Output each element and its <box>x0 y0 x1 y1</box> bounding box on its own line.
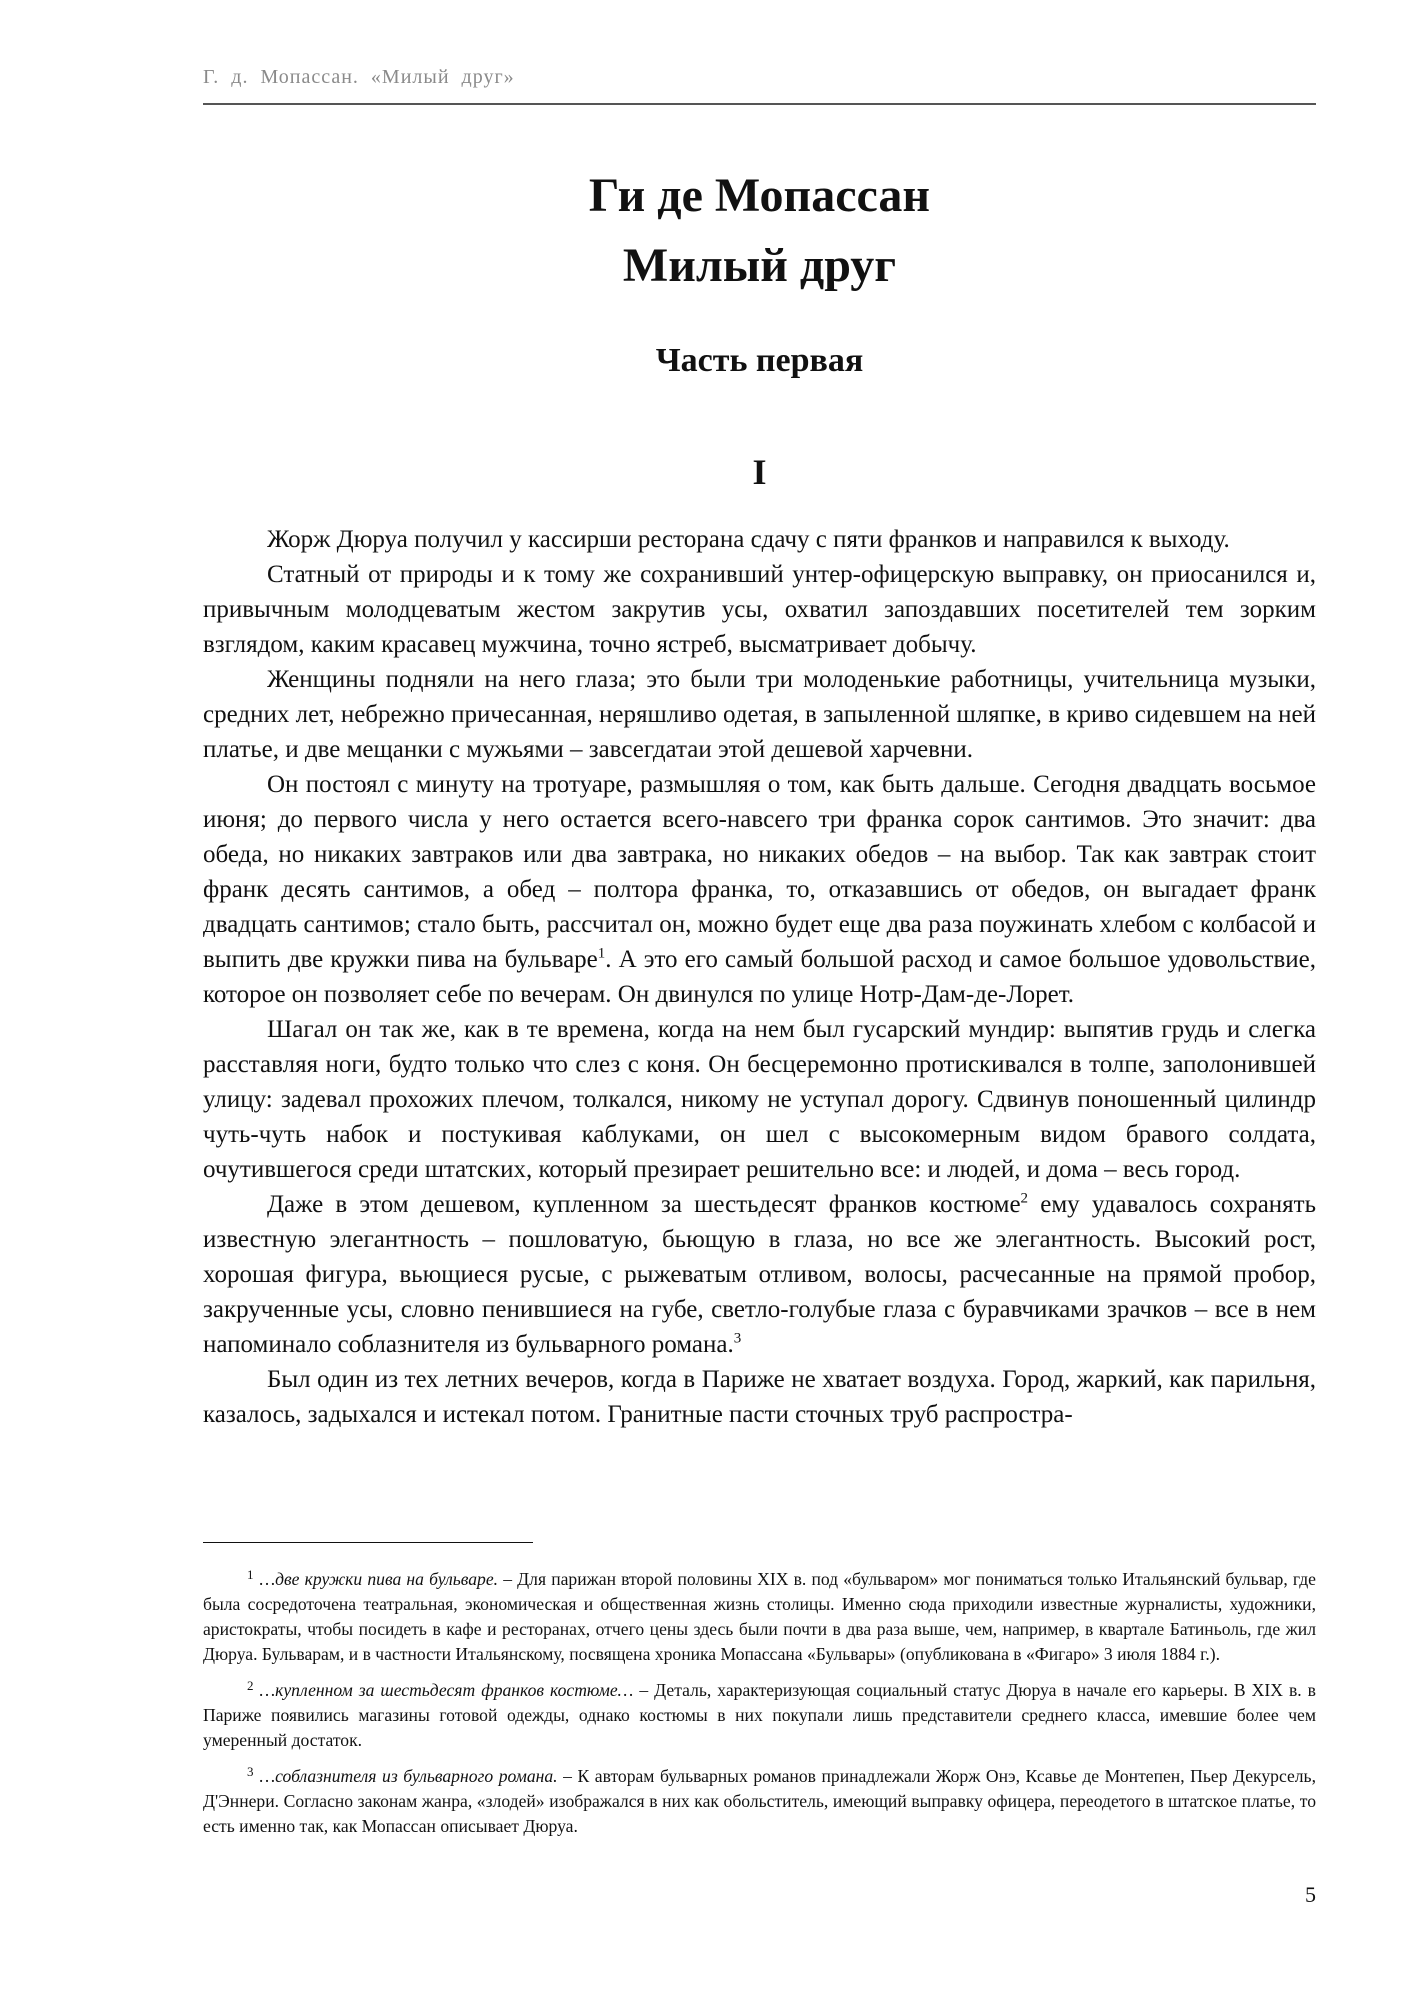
paragraph-text: Даже в этом дешевом, купленном за шестьдесят франков костюме <box>267 1191 1021 1218</box>
body-text <box>203 522 1316 1432</box>
footnote-lead: …две кружки пива на бульваре. <box>259 1569 499 1589</box>
chapter-heading: I <box>752 452 767 492</box>
paragraph-text: Женщины подняли на него глаза; это были три молоденькие работницы, учительница музыки, средних лет, небрежно причесанная, неряшливо одетая, в запыленной шляпке, в криво сидевшем на ней платье, и две мещанки с мужьями – завсегдатаи этой дешевой харчевни. <box>203 666 1316 763</box>
paragraph <box>203 522 1316 557</box>
page-number: 5 <box>1305 1882 1316 1907</box>
footnote-text: – К авторам бульварных романов принадлежали Жорж Онэ, Ксавье де Монтепен, Пьер Декурсель, Д'Эннери. Согласно законам жанра, «злодей» изображался в них как обольститель, имеющий выправку офицера, переодетого в штатское платье, то есть именно так, как Мопассан описывает Дюруа. <box>203 1766 1316 1836</box>
footnote-number: 3 <box>247 1764 254 1779</box>
paragraph <box>203 1362 1316 1432</box>
footnote <box>203 1759 1316 1839</box>
footnote <box>203 1673 1316 1753</box>
paragraph <box>203 662 1316 767</box>
footnote-number: 2 <box>247 1678 254 1693</box>
footnotes <box>203 1562 1316 1845</box>
running-head: Г. д. Мопассан. «Милый друг» <box>203 66 1316 105</box>
paragraph-text: Шагал он так же, как в те времена, когда на нем был гусарский мундир: выпятив грудь и слегка расставляя ноги, будто только что слез с коня. Он бесцеремонно протискивался в толпе, заполонившей улицу: задевал прохожих плечом, толкался, никому не уступал дорогу. Сдвинув поношенный цилиндр чуть-чуть набок и постукивая каблуками, он шел с высокомерным видом бравого солдата, очутившегося среди штатских, который презирает решительно все: и людей, и дома – весь город. <box>203 1016 1316 1183</box>
part-heading: Часть первая <box>655 342 864 379</box>
footnote-text: – Для парижан второй половины XIX в. под «бульваром» мог пониматься только Итальянский бульвар, где была сосредоточена театральная, экономическая и общественная жизнь столицы. Именно сюда приходили известные журналисты, художники, аристократы, чтобы посидеть в кафе и ресторанах, отчего цены здесь были почти в два раза выше, чем, например, в квартале Батиньоль, где жил Дюруа. Бульварам, и в частности Итальянскому, посвящена хроника Мопассана «Бульвары» (опубликована в «Фигаро» 3 июля 1884 г.). <box>203 1569 1316 1664</box>
footnote-text: – Деталь, характеризующая социальный статус Дюруа в начале его карьеры. В XIX в. в Париже появились магазины готовой одежды, однако костюмы в них покупали лишь представители среднего класса, имевшие более чем умеренный достаток. <box>203 1680 1316 1750</box>
paragraph-text: ему удавалось сохранять известную элегантность – пошловатую, бьющую в глаза, но все же элегантность. Высокий рост, хорошая фигура, вьющиеся русые, с рыжеватым отливом, волосы, расчесанные на прямой пробор, закрученные усы, словно пенившиеся на губе, светло-голубые глаза с буравчиками зрачков – все в нем напоминало соблазнителя из бульварного романа. <box>203 1191 1316 1358</box>
paragraph-text: Он постоял с минуту на тротуаре, размышляя о том, как быть дальше. Сегодня двадцать восьмое июня; до первого числа у него остается всего-навсего три франка сорок сантимов. Это значит: два обеда, но никаких завтраков или два завтрака, но никаких обедов – на выбор. Так как завтрак стоит франк десять сантимов, а обед – полтора франка, то, отказавшись от обедов, он выгадает франк двадцать сантимов; стало быть, рассчитал он, можно будет еще два раза поужинать хлебом с колбасой и выпить две кружки пива на бульваре <box>203 771 1316 973</box>
footnote <box>203 1562 1316 1667</box>
paragraph <box>203 1012 1316 1187</box>
paragraph-text: Статный от природы и к тому же сохранивший унтер-офицерскую выправку, он приосанился и, привычным молодцеватым жестом закрутив усы, охватил запоздавших посетителей тем зорким взглядом, каким красавец мужчина, точно ястреб, высматривает добычу. <box>203 561 1316 658</box>
paragraph <box>203 557 1316 662</box>
work-title-heading: Милый друг <box>622 239 897 292</box>
paragraph-text: Был один из тех летних вечеров, когда в Париже не хватает воздуха. Город, жаркий, как парильня, казалось, задыхался и истекал потом. Гранитные пасти сточных труб распростра- <box>203 1366 1316 1428</box>
footnote-divider <box>203 1542 533 1543</box>
footnote-ref[interactable]: 2 <box>1020 1190 1029 1207</box>
paragraph <box>203 767 1316 1012</box>
author-heading: Ги де Мопассан <box>588 169 931 222</box>
footnote-lead: …купленном за шестьдесят франков костюме… <box>259 1680 634 1700</box>
paragraph-text: Жорж Дюруа получил у кассирши ресторана сдачу с пяти франков и направился к выходу. <box>267 526 1230 553</box>
footnote-ref[interactable]: 3 <box>733 1330 742 1347</box>
footnote-lead: …соблазнителя из бульварного романа. <box>259 1766 558 1786</box>
paragraph-text: . А это его самый большой расход и самое большое удовольствие, которое он позволяет себе по вечерам. Он двинулся по улице Нотр-Дам-де-Лорет. <box>203 946 1316 1008</box>
footnote-number: 1 <box>247 1567 254 1582</box>
paragraph <box>203 1187 1316 1362</box>
footnote-ref[interactable]: 1 <box>597 945 606 962</box>
